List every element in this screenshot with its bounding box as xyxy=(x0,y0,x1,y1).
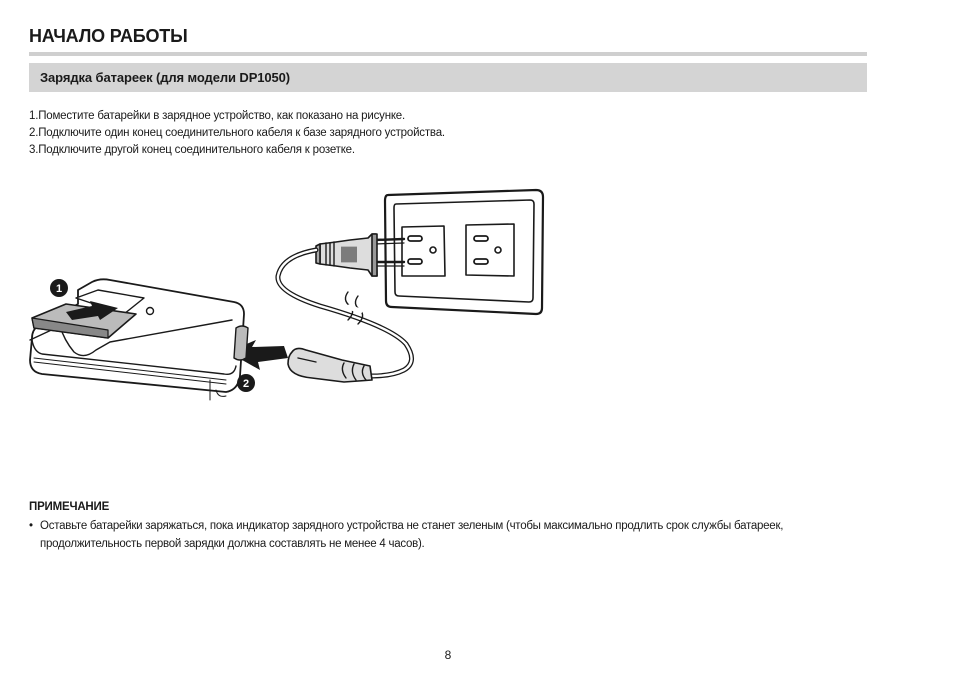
callout-2-label: 2 xyxy=(242,378,250,390)
cable-connector-icon xyxy=(288,348,372,382)
section-header-bar xyxy=(29,63,867,92)
note-item xyxy=(29,517,849,553)
instruction-steps xyxy=(29,108,445,159)
charger-cable-outlet-illustration xyxy=(20,180,560,420)
callout-2 xyxy=(237,374,255,392)
callout-1-label: 1 xyxy=(55,283,63,295)
battery-charger-icon xyxy=(30,279,248,400)
instruction-step: 2.Подключите один конец соединительного кабеля к базе зарядного устройства. xyxy=(29,127,445,139)
instruction-step: 1.Поместите батарейки в зарядное устройство, как показано на рисунке. xyxy=(29,110,405,122)
page-title: НАЧАЛО РАБОТЫ xyxy=(29,26,188,46)
note-list xyxy=(29,517,849,553)
callout-1 xyxy=(50,279,68,297)
note-item-text: Оставьте батарейки заряжаться, пока индикатор зарядного устройства не станет зеленым (чтобы максимально продлить срок службы батареек, продолжительность первой зарядки должна составлять не менее 4 часов). xyxy=(40,520,784,550)
wall-outlet-icon xyxy=(385,190,543,314)
bullet-icon: • xyxy=(29,520,33,532)
title-divider xyxy=(29,52,867,56)
note-heading: ПРИМЕЧАНИЕ xyxy=(29,501,110,513)
section-title: Зарядка батареек (для модели DP1050) xyxy=(40,70,291,85)
wall-plug-icon xyxy=(316,234,377,276)
instruction-step: 3.Подключите другой конец соединительного кабеля к розетке. xyxy=(29,144,355,156)
page-number: 8 xyxy=(444,648,452,662)
